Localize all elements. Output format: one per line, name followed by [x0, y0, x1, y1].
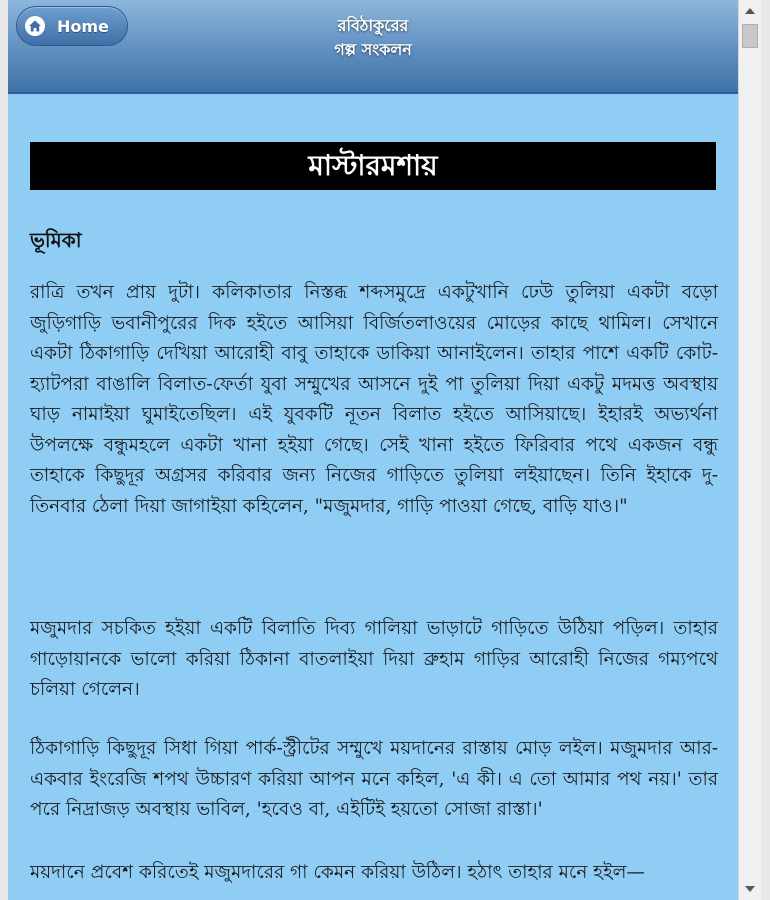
story-paragraph: মজুমদার সচকিত হইয়া একটি বিলাতি দিব্য গালিয়া ভাড়াটে গাড়িতে উঠিয়া পড়িল। তাহার গাড়োয়ানকে ভালো করিয়া ঠিকানা বাতলাইয়া দিয়া ব্রুহাম গাড়ির আরোহী নিজের গম্যপথে চলিয়া গেলেন। [30, 618, 718, 700]
app-title-line2: গল্প সংকলন [334, 40, 412, 59]
story-content [8, 94, 738, 900]
vertical-scrollbar[interactable] [738, 0, 761, 900]
arrow-up-icon [745, 8, 755, 14]
story-title: মাস্টারমশায় [30, 142, 716, 190]
app-frame [8, 0, 738, 900]
arrow-down-icon [745, 886, 755, 892]
app-title [208, 14, 538, 62]
home-icon [25, 16, 45, 36]
scroll-thumb[interactable] [742, 24, 758, 48]
home-button-label: Home [57, 16, 109, 36]
header-bar [8, 0, 738, 94]
story-paragraph: ঠিকাগাড়ি কিছুদূর সিধা গিয়া পার্ক-স্ট্রীটের সম্মুখে ময়দানের রাস্তায় মোড় লইল। মজুমদার আর-একবার ইংরেজি শপথ উচ্চারণ করিয়া আপন মনে কহিল, 'এ কী। এ তো আমার পথ নয়।' তার পরে নিদ্রাজড় অবস্থায় ভাবিল, 'হবেও বা, এইটিই হয়তো সোজা রাস্তা।' [30, 738, 718, 820]
scroll-down-button[interactable] [741, 880, 759, 898]
section-heading: ভূমিকা [30, 228, 82, 252]
scroll-up-button[interactable] [741, 2, 759, 20]
app-title-line1: রবিঠাকুরের [337, 16, 409, 35]
story-paragraph: রাত্রি তখন প্রায় দুটা। কলিকাতার নিস্তব্ধ শব্দসমুদ্রে একটুখানি ঢেউ তুলিয়া একটা বড়ো জুড়িগাড়ি ভবানীপুরের দিক হইতে আসিয়া বির্জিতলাওয়ের মোড়ের কাছে থামিল। সেখানে একটা ঠিকাগাড়ি দেখিয়া আরোহী বাবু তাহাকে ডাকিয়া আনাইলেন। তাহার পাশে একটি কোট-হ্যাটপরা বাঙালি বিলাত-ফের্তা যুবা সম্মুখের আসনে দুই পা তুলিয়া দিয়া একটু মদমত্ত অবস্থায় ঘাড় নামাইয়া ঘুমাইতেছিল। এই যুবকটি নূতন বিলাত হইতে আসিয়াছে। ইহারই অভ্যর্থনা উপলক্ষে বন্ধুমহলে একটা খানা হইয়া গেছে। সেই খানা হইতে ফিরিবার পথে একজন বন্ধু তাহাকে কিছুদূর অগ্রসর করিবার জন্য নিজের গাড়িতে তুলিয়া লইয়াছেন। তিনি ইহাকে দু-তিনবার ঠেলা দিয়া জাগাইয়া কহিলেন, "মজুমদার, গাড়ি পাওয়া গেছে, বাড়ি যাও।" [30, 282, 718, 517]
story-paragraph: ময়দানে প্রবেশ করিতেই মজুমদারের গা কেমন করিয়া উঠিল। হঠাৎ তাহার মনে হইল— [30, 862, 645, 883]
home-button[interactable] [16, 6, 128, 46]
